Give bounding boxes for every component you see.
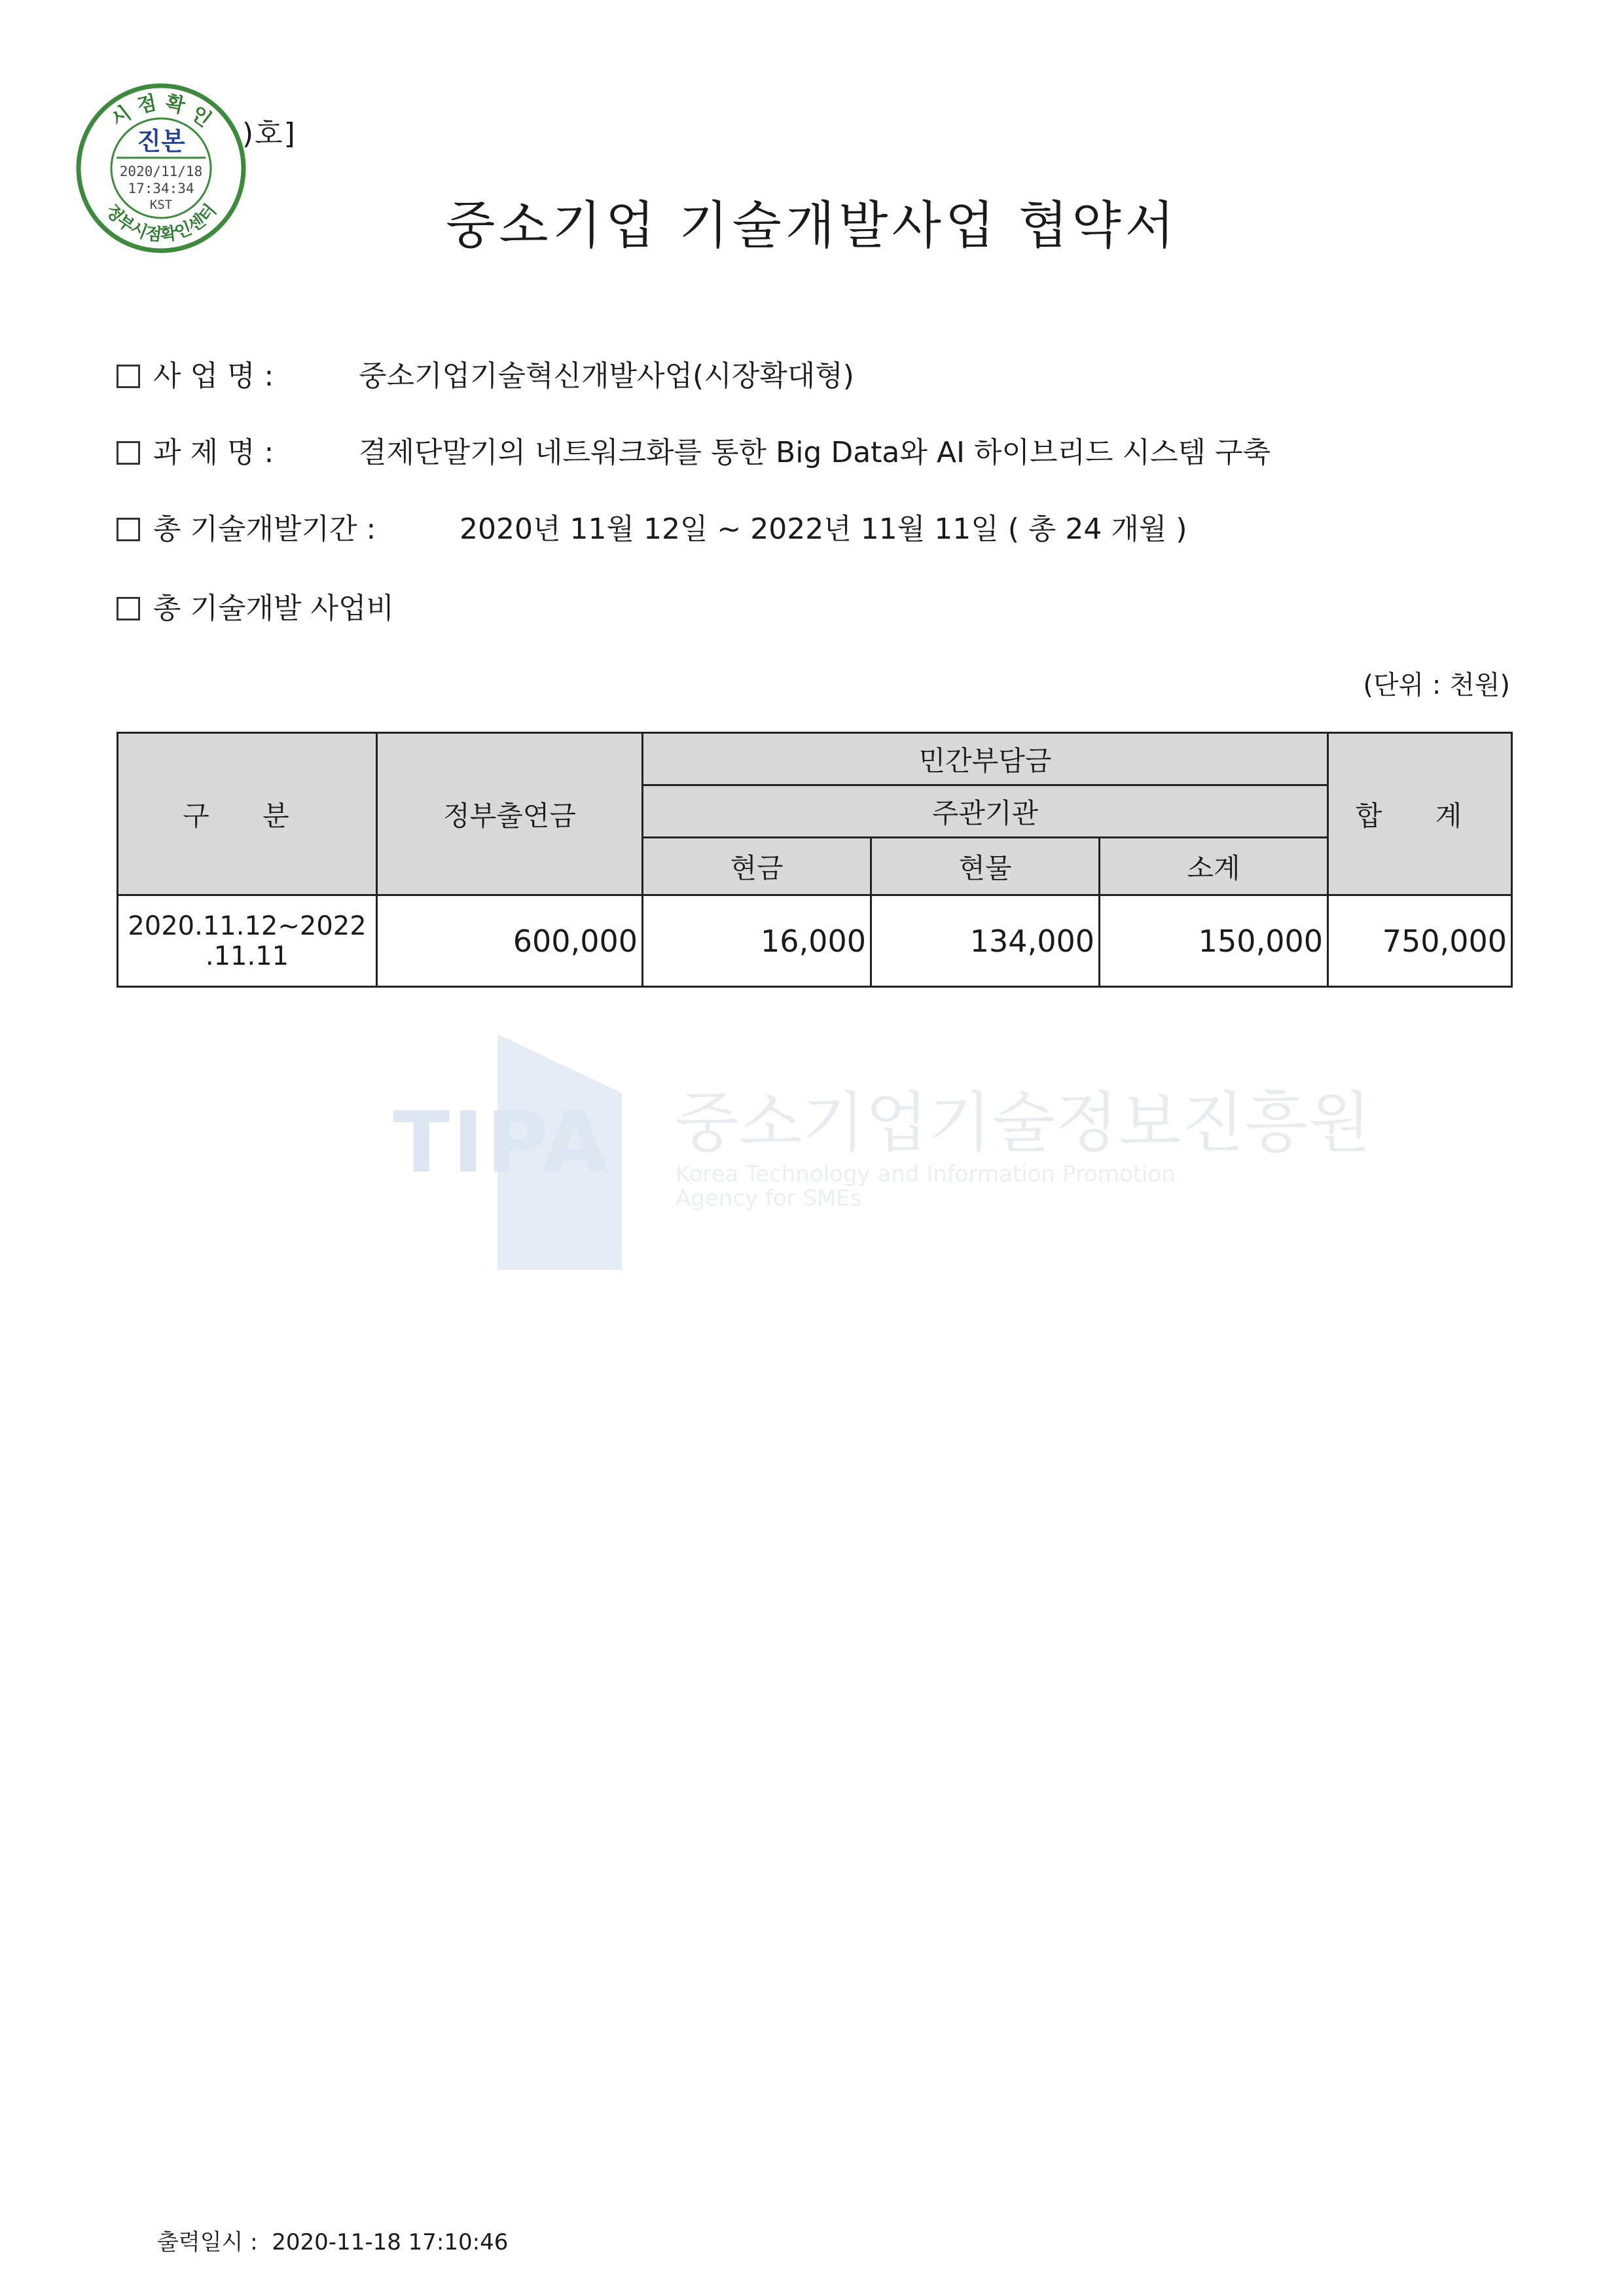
cell-in-kind: 134,000 [871,895,1100,987]
header-category: 구 분 [118,733,377,895]
header-subtotal: 소계 [1100,838,1328,895]
period-value: 2020년 11월 12일 ~ 2022년 11월 11일 ( 총 24 개월 ) [460,512,1187,546]
seal-zone: KST [149,198,173,212]
info-row-budget [117,584,394,626]
period-label: 총 기술개발기간 : [153,512,376,546]
print-time-value: 2020-11-18 17:10:46 [272,2229,509,2255]
header-private: 민간부담금 [643,733,1328,785]
watermark-english-1: Korea Technology and Information Promotion [676,1161,1176,1187]
checkbox-square-icon [117,597,140,620]
header-total: 합 계 [1328,733,1512,895]
period-line-2: .11.11 [205,941,289,971]
project-value: 결제단말기의 네트워크화를 통한 Big Data와 AI 하이브리드 시스템 구축 [359,436,1271,469]
info-row-project [117,429,1271,471]
print-timestamp [157,2224,508,2256]
business-label: 사 업 명 : [153,359,274,393]
checkbox-square-icon [117,441,140,465]
header-lead-org: 주관기관 [643,785,1328,838]
business-value: 중소기업기술혁신개발사업(시장확대형) [359,359,854,393]
watermark-english-2: Agency for SMEs [676,1185,862,1211]
watermark-logo-text: TIPA [393,1094,611,1192]
info-row-business [117,352,854,394]
header-cash: 현금 [643,838,871,895]
document-title: 중소기업 기술개발사업 협약서 [445,196,1179,255]
seal-date: 2020/11/18 [119,164,203,179]
header-government: 정부출연금 [377,733,643,895]
cell-government: 600,000 [377,895,643,987]
table-row [118,895,1512,987]
cell-period [118,895,377,987]
period-line-1: 2020.11.12~2022 [128,910,367,941]
seal-bottom-text: 정부시점확인센터 [101,200,221,245]
watermark-org-name: 중소기업기술정보진흥원 [676,1085,1371,1161]
cell-total: 750,000 [1328,895,1512,987]
print-time-label: 출력일시 : [157,2229,258,2255]
form-number: )호] [242,117,297,151]
cell-cash: 16,000 [643,895,871,987]
seal-center-text: 진본 [137,127,185,156]
tipa-watermark [393,1034,1371,1270]
seal-time: 17:34:34 [128,181,194,196]
info-row-period [117,505,1187,547]
budget-label: 총 기술개발 사업비 [153,592,395,625]
checkbox-square-icon [117,365,140,388]
seal-top-text: 시 점 확 인 [106,91,216,132]
checkbox-square-icon [117,518,140,541]
cell-subtotal: 150,000 [1100,895,1328,987]
unit-note: (단위 : 천원) [1363,670,1510,700]
header-in-kind: 현물 [871,838,1100,895]
funding-table [117,732,1513,988]
project-label: 과 제 명 : [153,436,274,469]
